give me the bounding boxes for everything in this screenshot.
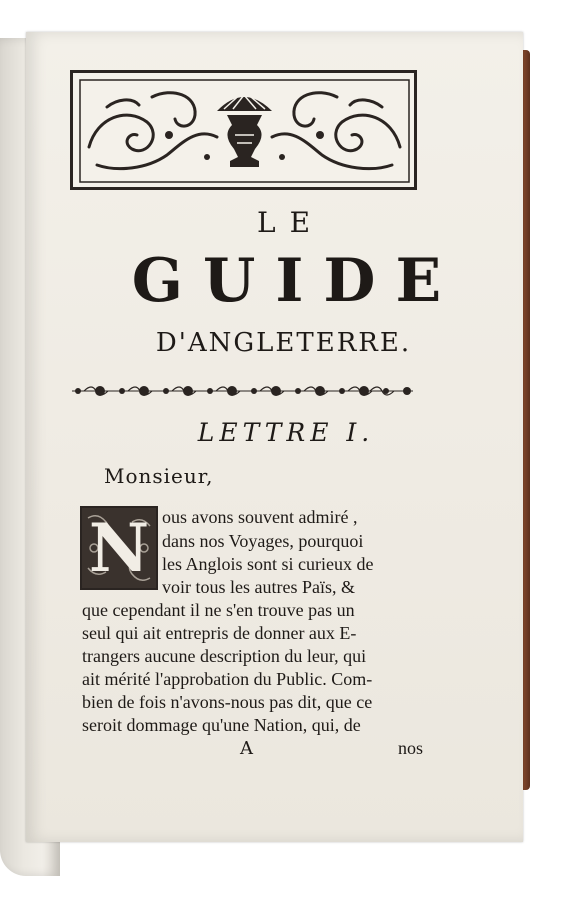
salutation: Monsieur, <box>104 464 214 488</box>
letter-heading: LETTRE I. <box>197 418 375 447</box>
signature-mark: A <box>240 738 253 759</box>
dropcap-letter: N <box>88 509 150 587</box>
body-line-6: seul qui ait entrepris de donner aux E- <box>82 623 357 643</box>
title-guide: GUIDE <box>131 246 462 316</box>
body-line-10: seroit dommage qu'une Nation, qui, de <box>82 715 361 735</box>
body-line-2: dans nos Voyages, pourquoi <box>162 531 364 551</box>
body-line-7: trangers aucune description du leur, qui <box>82 646 367 666</box>
title-subtitle: D'ANGLETERRE. <box>155 328 412 358</box>
body-line-5: que cependant il ne s'en trouve pas un <box>82 600 355 620</box>
title-le: LE <box>256 206 325 239</box>
dropcap <box>80 506 158 590</box>
fleuron-border-icon <box>70 380 415 402</box>
body-line-8: ait mérité l'approbation du Public. Com- <box>82 669 373 689</box>
body-line-4: voir tous les autres Païs, & <box>162 577 355 597</box>
headpiece-ornament-icon <box>77 77 412 185</box>
catchword: nos <box>398 738 424 758</box>
body-line-1: ous avons souvent admiré , <box>162 507 358 527</box>
body-line-3: les Anglois sont si curieux de <box>162 554 374 574</box>
ornamental-headpiece <box>70 70 417 190</box>
body-line-9: bien de fois n'avons-nous pas dit, que ce <box>82 692 373 712</box>
